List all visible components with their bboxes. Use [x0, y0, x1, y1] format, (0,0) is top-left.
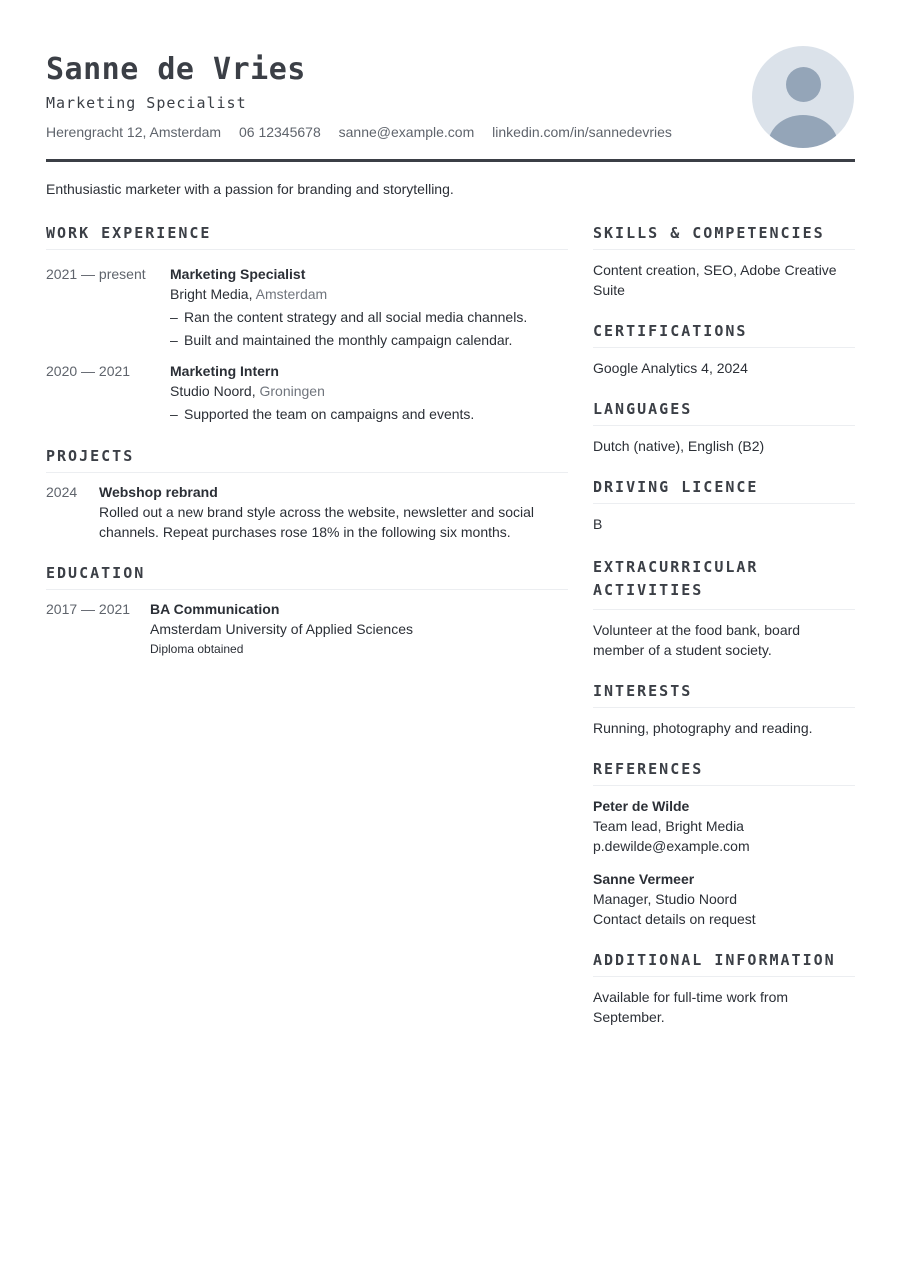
reference-item	[593, 869, 855, 929]
work-company-line: Studio Noord, Groningen	[170, 383, 325, 399]
work-role: Marketing Intern	[170, 363, 279, 379]
education-entry	[46, 599, 568, 659]
education-note: Diploma obtained	[150, 642, 244, 656]
references-heading: REFERENCES	[593, 760, 855, 786]
extracurricular-heading: EXTRACURRICULAR ACTIVITIES	[593, 556, 855, 610]
education-degree: BA Communication	[150, 601, 280, 617]
person-name: Sanne de Vries	[46, 52, 306, 87]
summary-text: Enthusiastic marketer with a passion for branding and storytelling.	[46, 181, 454, 197]
languages-heading: LANGUAGES	[593, 400, 855, 426]
skills-heading: SKILLS & COMPETENCIES	[593, 224, 855, 250]
education-school: Amsterdam University of Applied Sciences	[150, 621, 413, 637]
work-entry	[46, 264, 568, 350]
work-bullet: – Built and maintained the monthly campaign calendar.	[170, 332, 513, 348]
reference-position: Manager, Studio Noord	[593, 891, 737, 907]
avatar-head	[786, 67, 821, 102]
reference-position: Team lead, Bright Media	[593, 818, 744, 834]
interests-heading: INTERESTS	[593, 682, 855, 708]
driving-licence-heading: DRIVING LICENCE	[593, 478, 855, 504]
person-role: Marketing Specialist	[46, 94, 247, 112]
work-dates: 2021 — present	[46, 266, 146, 282]
work-company: Bright Media	[170, 286, 249, 302]
projects-heading: PROJECTS	[46, 447, 568, 473]
work-bullet: – Supported the team on campaigns and events.	[170, 406, 475, 422]
work-dates: 2020 — 2021	[46, 363, 131, 379]
work-entry	[46, 361, 568, 424]
education-details	[150, 599, 413, 659]
project-description: Rolled out a new brand style across the website, newsletter and social channels. Repeat purchases rose 18% in the following six months.	[99, 504, 535, 540]
work-experience-heading: WORK EXPERIENCE	[46, 224, 568, 250]
education-dates: 2017 — 2021	[46, 601, 131, 617]
work-role: Marketing Specialist	[170, 266, 306, 282]
person-silhouette-icon	[752, 46, 854, 148]
project-entry	[46, 482, 568, 542]
education-heading: EDUCATION	[46, 564, 568, 590]
resume-header	[46, 52, 854, 162]
extracurricular-text: Volunteer at the food bank, board member of a student society.	[593, 622, 801, 658]
contact-line	[46, 124, 686, 140]
project-details	[99, 482, 539, 542]
interests-text: Running, photography and reading.	[593, 720, 813, 736]
languages-text: Dutch (native), English (B2)	[593, 438, 765, 454]
avatar-body	[768, 115, 838, 148]
right-column	[593, 224, 855, 1027]
contact-phone: 06 12345678	[238, 124, 321, 140]
work-company: Studio Noord	[170, 383, 252, 399]
work-bullet: – Ran the content strategy and all social media channels.	[170, 309, 528, 325]
contact-linkedin[interactable]: linkedin.com/in/sannedevries	[492, 124, 672, 140]
certifications-heading: CERTIFICATIONS	[593, 322, 855, 348]
reference-name: Peter de Wilde	[593, 798, 690, 814]
work-details	[170, 264, 527, 350]
reference-contact[interactable]: p.dewilde@example.com	[593, 838, 750, 854]
certifications-text: Google Analytics 4, 2024	[593, 360, 748, 376]
work-details	[170, 361, 474, 424]
reference-item	[593, 796, 855, 856]
contact-email[interactable]: sanne@example.com	[338, 124, 475, 140]
work-company-line: Bright Media, Amsterdam	[170, 286, 328, 302]
project-year: 2024	[46, 484, 78, 500]
contact-address: Herengracht 12, Amsterdam	[46, 124, 222, 140]
driving-licence-text: B	[593, 516, 603, 532]
reference-name: Sanne Vermeer	[593, 871, 695, 887]
header-divider	[46, 159, 855, 162]
additional-info-heading: ADDITIONAL INFORMATION	[593, 951, 855, 977]
skills-text: Content creation, SEO, Adobe Creative Suite	[593, 262, 837, 298]
left-column	[46, 224, 568, 659]
work-location: Groningen	[259, 383, 325, 399]
reference-contact: Contact details on request	[593, 911, 756, 927]
project-name: Webshop rebrand	[99, 484, 218, 500]
work-location: Amsterdam	[255, 286, 328, 302]
additional-info-text: Available for full-time work from September.	[593, 989, 789, 1025]
